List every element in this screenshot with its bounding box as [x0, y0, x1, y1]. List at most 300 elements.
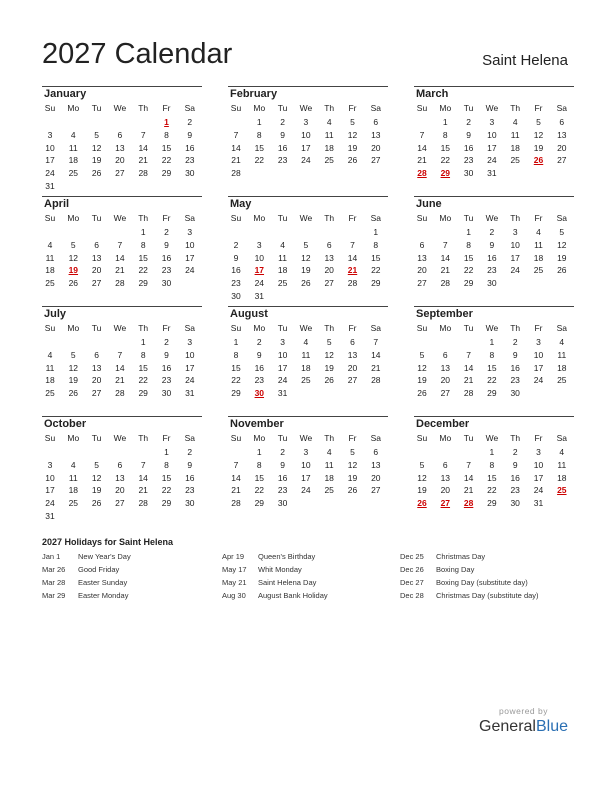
day-cell: 25: [324, 485, 334, 496]
weekday-label: Tu: [91, 213, 102, 223]
weekday-label: Tu: [91, 103, 102, 113]
day-cell: 18: [557, 362, 567, 373]
weekday-label: Su: [44, 103, 56, 113]
day-cell: 9: [280, 129, 285, 140]
weekday-label: Sa: [370, 103, 381, 113]
day-cell: 11: [557, 349, 567, 360]
day-cell: 19: [301, 265, 311, 276]
holiday-date: Apr 19: [222, 552, 245, 561]
day-cell: 16: [185, 142, 195, 153]
day-cell: 14: [371, 349, 381, 360]
day-cell: 7: [466, 459, 471, 470]
day-cell: 20: [440, 375, 451, 386]
day-cell: 22: [440, 155, 451, 166]
day-cell: 14: [138, 142, 148, 153]
day-cell: 22: [487, 485, 497, 496]
day-cell: 12: [91, 472, 102, 483]
weekday-label: Th: [510, 103, 521, 113]
day-cell: 14: [138, 472, 148, 483]
day-cell: 12: [417, 362, 427, 373]
day-cell: 2: [280, 117, 285, 127]
day-cell: 14: [347, 252, 358, 263]
month-name: December: [416, 418, 470, 430]
day-cell: 11: [68, 472, 78, 483]
month-divider: [228, 196, 388, 197]
day-cell: 3: [303, 117, 309, 127]
weekday-label: Sa: [184, 103, 195, 113]
month-name: April: [44, 198, 70, 210]
day-cell: 25: [533, 265, 544, 276]
day-cell: 31: [45, 511, 55, 521]
day-cell: 28: [371, 375, 381, 386]
day-cell: 18: [301, 362, 311, 373]
day-cell: 23: [510, 485, 520, 496]
day-cell: 17: [185, 252, 195, 263]
day-cell: 1: [489, 337, 495, 347]
day-cell: 14: [115, 252, 125, 263]
day-cell: 15: [138, 252, 148, 263]
day-cell: 24: [254, 278, 265, 289]
month-name: September: [416, 308, 473, 320]
day-cell: 11: [278, 252, 287, 263]
day-cell: 7: [233, 459, 239, 470]
month-divider: [414, 86, 574, 87]
weekday-label: Mo: [67, 213, 80, 223]
day-cell: 24: [533, 485, 544, 496]
weekday-label: Mo: [439, 213, 452, 223]
day-cell: 9: [512, 459, 518, 470]
weekday-label: Mo: [439, 433, 452, 443]
day-cell: 21: [463, 375, 474, 386]
day-cell: 29: [138, 278, 148, 289]
day-cell: 18: [45, 265, 55, 276]
holiday-date: Dec 27: [400, 578, 424, 587]
weekday-label: Th: [138, 103, 149, 113]
holiday-name: Whit Monday: [258, 565, 302, 574]
holiday-entry: [222, 565, 302, 574]
weekday-label: Tu: [277, 433, 288, 443]
day-cell: 7: [419, 129, 425, 140]
day-cell: 22: [231, 375, 241, 386]
holiday-name: Easter Monday: [78, 591, 129, 600]
weekday-label: Mo: [253, 103, 266, 113]
day-cell: 20: [371, 142, 381, 153]
day-cell: 20: [324, 265, 334, 276]
day-cell: 6: [117, 129, 123, 140]
day-cell: 10: [185, 239, 195, 250]
holiday-date: May 21: [222, 578, 247, 587]
day-cell: 28: [231, 168, 241, 179]
holiday-date: Aug 30: [222, 591, 246, 600]
day-cell: 21: [440, 265, 451, 276]
weekday-label: Th: [324, 103, 335, 113]
day-cell: 27: [347, 375, 358, 386]
day-cell: 12: [324, 349, 334, 360]
day-cell: 23: [254, 375, 265, 386]
day-cell: 1: [140, 337, 146, 347]
holiday-date: May 17: [222, 565, 247, 574]
day-cell: 15: [487, 362, 497, 373]
month-divider: [42, 196, 202, 197]
day-cell: 14: [463, 362, 474, 373]
day-cell: 18: [557, 472, 567, 483]
day-cell: 26: [324, 375, 334, 386]
day-cell: 27: [371, 155, 381, 166]
month-divider: [42, 306, 202, 307]
day-cell: 6: [442, 349, 448, 360]
holiday-day-cell: 29: [440, 168, 451, 179]
day-cell: 6: [373, 447, 379, 457]
day-cell: 9: [280, 459, 285, 470]
day-cell: 3: [47, 459, 53, 470]
day-cell: 12: [68, 362, 79, 373]
day-cell: 7: [350, 239, 355, 250]
day-cell: 3: [187, 337, 193, 347]
day-cell: 3: [512, 227, 518, 237]
day-cell: 9: [512, 349, 518, 360]
day-cell: 13: [91, 252, 102, 263]
weekday-label: We: [485, 103, 499, 113]
day-cell: 14: [463, 472, 474, 483]
weekday-label: Mo: [253, 213, 266, 223]
day-cell: 13: [91, 362, 102, 373]
day-cell: 30: [231, 291, 241, 301]
weekday-label: Mo: [439, 323, 452, 333]
day-cell: 31: [277, 388, 288, 399]
day-cell: 4: [512, 117, 518, 127]
day-cell: 3: [536, 337, 541, 347]
day-cell: 27: [440, 388, 451, 399]
day-cell: 9: [164, 349, 169, 360]
weekday-label: Th: [510, 433, 521, 443]
day-cell: 16: [161, 252, 172, 263]
day-cell: 21: [417, 155, 427, 166]
day-cell: 17: [301, 472, 311, 483]
day-cell: 23: [185, 155, 195, 166]
weekday-label: Th: [324, 433, 335, 443]
weekday-label: Mo: [67, 323, 80, 333]
day-cell: 29: [463, 278, 474, 289]
weekday-label: Tu: [463, 213, 474, 223]
day-cell: 9: [466, 129, 471, 140]
day-cell: 2: [187, 117, 193, 127]
day-cell: 17: [487, 142, 497, 153]
weekday-label: Sa: [184, 213, 195, 223]
day-cell: 1: [256, 117, 262, 127]
holiday-entry: [400, 591, 539, 600]
day-cell: 24: [185, 265, 195, 276]
day-cell: 14: [231, 142, 241, 153]
day-cell: 6: [419, 239, 425, 250]
day-cell: 26: [91, 168, 102, 179]
day-cell: 3: [280, 337, 285, 347]
weekday-label: Mo: [67, 103, 80, 113]
day-cell: 30: [510, 388, 520, 399]
day-cell: 29: [231, 388, 241, 399]
day-cell: 16: [463, 142, 474, 153]
day-cell: 4: [536, 227, 541, 237]
day-cell: 5: [70, 349, 76, 360]
day-cell: 21: [231, 485, 241, 496]
day-cell: 13: [417, 252, 427, 263]
day-cell: 20: [115, 155, 125, 166]
weekday-label: Su: [230, 213, 242, 223]
holiday-date: Dec 25: [400, 552, 424, 561]
day-cell: 10: [45, 472, 55, 483]
day-cell: 22: [138, 375, 148, 386]
day-cell: 17: [185, 362, 195, 373]
day-cell: 9: [256, 349, 262, 360]
day-cell: 23: [277, 155, 288, 166]
day-cell: 20: [115, 485, 125, 496]
day-cell: 9: [489, 239, 495, 250]
weekday-label: Sa: [370, 433, 381, 443]
weekday-label: Fr: [348, 433, 357, 443]
day-cell: 11: [510, 129, 520, 140]
day-cell: 13: [347, 349, 358, 360]
day-cell: 4: [70, 129, 76, 140]
day-cell: 14: [231, 472, 241, 483]
brand-logo[interactable]: [479, 706, 568, 736]
weekday-label: Fr: [348, 323, 357, 333]
day-cell: 20: [347, 362, 358, 373]
day-cell: 11: [557, 459, 567, 470]
day-cell: 5: [350, 447, 355, 457]
day-cell: 8: [373, 239, 379, 250]
day-cell: 30: [185, 498, 195, 509]
day-cell: 16: [185, 472, 195, 483]
month-march: [414, 86, 574, 194]
brand-name-a: General: [479, 718, 536, 735]
weekday-label: Tu: [91, 323, 102, 333]
holiday-day-cell: 19: [68, 265, 79, 276]
month-november: [228, 416, 388, 524]
weekday-label: Su: [44, 433, 56, 443]
month-divider: [228, 306, 388, 307]
weekday-label: Su: [416, 213, 428, 223]
day-cell: 3: [536, 447, 541, 457]
day-cell: 30: [161, 278, 172, 289]
day-cell: 18: [324, 472, 334, 483]
day-cell: 25: [68, 168, 79, 179]
weekday-label: Sa: [370, 213, 381, 223]
holiday-name: Christmas Day: [436, 552, 486, 561]
day-cell: 23: [277, 485, 288, 496]
weekday-label: Mo: [439, 103, 452, 113]
day-cell: 22: [254, 155, 265, 166]
day-cell: 24: [277, 375, 288, 386]
day-cell: 5: [559, 227, 565, 237]
day-cell: 14: [115, 362, 125, 373]
day-cell: 4: [559, 337, 565, 347]
day-cell: 28: [347, 278, 358, 289]
day-cell: 28: [231, 498, 241, 509]
day-cell: 18: [68, 155, 79, 166]
day-cell: 23: [463, 155, 474, 166]
weekday-label: Tu: [463, 433, 474, 443]
weekday-label: Tu: [463, 323, 474, 333]
day-cell: 8: [256, 459, 262, 470]
holiday-date: Dec 28: [400, 591, 424, 600]
day-cell: 11: [68, 142, 78, 153]
day-cell: 21: [371, 362, 381, 373]
weekday-label: Su: [416, 103, 428, 113]
month-divider: [42, 416, 202, 417]
day-cell: 10: [533, 459, 544, 470]
day-cell: 28: [115, 388, 125, 399]
day-cell: 22: [161, 155, 172, 166]
weekday-label: We: [113, 323, 127, 333]
day-cell: 2: [256, 337, 262, 347]
day-cell: 8: [164, 129, 169, 140]
day-cell: 5: [419, 349, 425, 360]
day-cell: 7: [140, 459, 146, 470]
day-cell: 13: [371, 459, 381, 470]
day-cell: 5: [94, 459, 99, 470]
day-cell: 29: [254, 498, 265, 509]
day-cell: 16: [487, 252, 497, 263]
day-cell: 1: [489, 447, 495, 457]
day-cell: 22: [463, 265, 474, 276]
day-cell: 29: [487, 498, 497, 509]
day-cell: 5: [70, 239, 76, 250]
weekday-label: Fr: [162, 213, 171, 223]
powered-by-text: powered by: [499, 706, 548, 716]
day-cell: 12: [301, 252, 311, 263]
weekday-label: Fr: [534, 213, 543, 223]
day-cell: 3: [187, 227, 193, 237]
day-cell: 21: [231, 155, 241, 166]
day-cell: 19: [324, 362, 334, 373]
weekday-label: Th: [138, 323, 149, 333]
weekday-label: Tu: [277, 213, 288, 223]
day-cell: 16: [161, 362, 172, 373]
day-cell: 5: [94, 129, 99, 140]
day-cell: 20: [91, 265, 102, 276]
day-cell: 2: [466, 117, 471, 127]
day-cell: 5: [419, 459, 425, 470]
day-cell: 11: [324, 459, 334, 470]
day-cell: 6: [373, 117, 379, 127]
holiday-date: Dec 26: [400, 565, 424, 574]
day-cell: 24: [487, 155, 497, 166]
day-cell: 30: [185, 168, 195, 179]
weekday-label: We: [113, 213, 127, 223]
holidays-title: 2027 Holidays for Saint Helena: [42, 537, 174, 547]
day-cell: 24: [45, 168, 55, 179]
day-cell: 25: [45, 388, 55, 399]
day-cell: 20: [417, 265, 427, 276]
day-cell: 20: [440, 485, 451, 496]
day-cell: 17: [510, 252, 520, 263]
day-cell: 6: [350, 337, 355, 347]
day-cell: 30: [277, 498, 288, 509]
month-october: [42, 416, 202, 524]
month-february: [228, 86, 388, 194]
day-cell: 24: [533, 375, 544, 386]
day-cell: 4: [280, 239, 285, 250]
day-cell: 27: [91, 388, 102, 399]
day-cell: 3: [256, 239, 262, 250]
month-january: [42, 86, 202, 194]
day-cell: 17: [301, 142, 311, 153]
day-cell: 3: [47, 129, 53, 140]
month-name: January: [44, 88, 87, 100]
day-cell: 19: [347, 142, 358, 153]
weekday-label: Tu: [277, 103, 288, 113]
weekday-label: We: [485, 213, 499, 223]
holiday-entry: [222, 552, 315, 561]
day-cell: 13: [440, 362, 451, 373]
holiday-entry: [42, 565, 119, 574]
holiday-day-cell: 27: [440, 498, 451, 509]
day-cell: 15: [231, 362, 241, 373]
month-name: May: [230, 198, 252, 210]
day-cell: 11: [301, 349, 311, 360]
day-cell: 13: [557, 129, 567, 140]
day-cell: 29: [161, 168, 172, 179]
weekday-label: Sa: [556, 433, 567, 443]
day-cell: 31: [185, 388, 195, 399]
day-cell: 28: [440, 278, 451, 289]
day-cell: 10: [510, 239, 520, 250]
day-cell: 26: [68, 388, 79, 399]
weekday-label: Su: [416, 433, 428, 443]
day-cell: 16: [510, 472, 520, 483]
month-name: July: [44, 308, 67, 320]
month-name: February: [230, 88, 278, 100]
day-cell: 26: [91, 498, 102, 509]
day-cell: 13: [115, 472, 125, 483]
month-august: [228, 306, 388, 414]
day-cell: 26: [417, 388, 427, 399]
day-cell: 13: [324, 252, 334, 263]
holiday-name: Good Friday: [78, 565, 120, 574]
day-cell: 15: [161, 142, 172, 153]
day-cell: 4: [70, 459, 76, 470]
day-cell: 21: [115, 265, 125, 276]
holiday-day-cell: 1: [164, 117, 169, 127]
day-cell: 15: [487, 472, 497, 483]
day-cell: 21: [115, 375, 125, 386]
day-cell: 15: [138, 362, 148, 373]
day-cell: 30: [510, 498, 520, 509]
day-cell: 8: [489, 349, 495, 360]
day-cell: 19: [91, 485, 102, 496]
day-cell: 23: [231, 278, 241, 289]
day-cell: 28: [138, 498, 148, 509]
day-cell: 8: [233, 349, 239, 360]
day-cell: 8: [489, 459, 495, 470]
page-title: 2027 Calendar: [42, 38, 233, 70]
day-cell: 17: [45, 155, 55, 166]
weekday-label: We: [299, 323, 313, 333]
day-cell: 25: [277, 278, 288, 289]
holiday-entry: [400, 578, 528, 587]
day-cell: 17: [45, 485, 55, 496]
day-cell: 28: [115, 278, 125, 289]
month-july: [42, 306, 202, 414]
day-cell: 11: [324, 129, 334, 140]
holiday-day-cell: 21: [347, 265, 358, 276]
day-cell: 12: [347, 459, 358, 470]
day-cell: 15: [254, 472, 265, 483]
day-cell: 5: [536, 117, 541, 127]
day-cell: 17: [277, 362, 288, 373]
day-cell: 11: [45, 362, 55, 373]
day-cell: 29: [138, 388, 148, 399]
month-december: [414, 416, 574, 524]
